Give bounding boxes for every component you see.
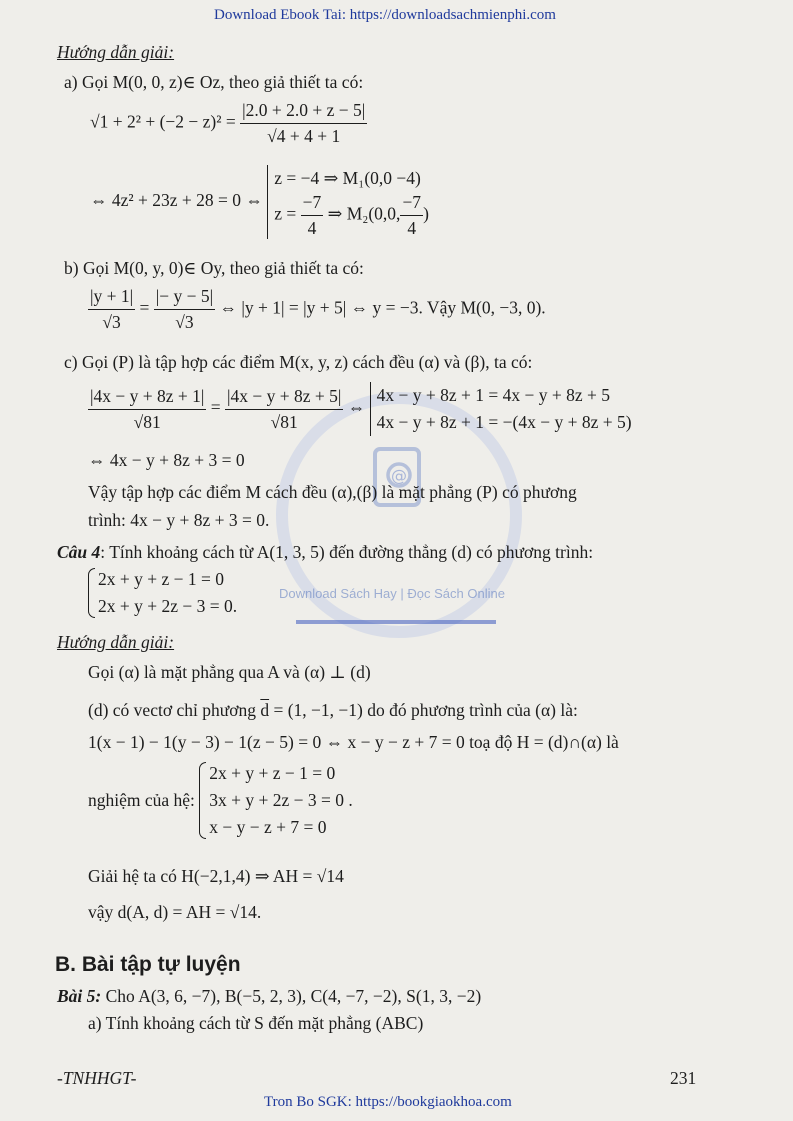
part-a-equation-2: ⇔ 4z² + 23z + 28 = 0 ⇔ z = −4 ⇒ M₁(0,0 −4) z = $\frac{-7}{4}$ ⇒ M₂(0,0, $\frac{-7}{4}$ ) (90, 165, 429, 239)
footer-link[interactable]: Tron Bo SGK: https://bookgiaokhoa.com (264, 1094, 512, 1110)
part-a-equation-1: √1 + 2² + (−2 − z)² = $\frac{|2.0 + 2.0 + z - 5|}{√4 + 4 + 1}$ (90, 100, 366, 146)
case-bracket: z = −4 ⇒ M₁(0,0 −4) z = $\frac{-7}{4}$ ⇒ M₂(0,0, $\frac{-7}{4}$ ) (267, 165, 429, 239)
guide-heading-1: Hướng dẫn giải: (57, 42, 175, 62)
page-number: 231 (670, 1068, 697, 1088)
guide-2-line-3: 1(x − 1) − 1(y − 3) − 1(z − 5) = 0 ⇔ x − y − z + 7 = 0 toạ độ H = (d)∩(α) là (88, 732, 619, 752)
question-4-system: 2x + y + z − 1 = 0 2x + y + 2z − 3 = 0. (88, 566, 237, 620)
question-4: Câu 4: Tính khoảng cách từ A(1, 3, 5) đến đường thẳng (d) có phương trình: (57, 542, 594, 562)
sqrt-expression: √1 + 2² + (−2 − z)² (90, 111, 222, 132)
exercise-5-a: a) Tính khoảng cách từ S đến mặt phẳng (ABC) (88, 1013, 424, 1033)
guide-2-line-2: (d) có vectơ chỉ phương $\overline{d} = (1$, −1, −1) do đó phương trình của (α) là: (88, 700, 578, 720)
header-download-link[interactable]: Download Ebook Tai: https://downloadsachmienphi.com (214, 7, 556, 23)
guide-2-system: nghiệm của hệ: 2x + y + z − 1 = 0 3x + y + 2z − 3 = 0 . x − y − z + 7 = 0 (88, 760, 353, 841)
guide-2-solve: Giải hệ ta có H(−2,1,4) ⇒ AH = √14 (88, 866, 344, 886)
part-c-conclusion-2: trình: 4x − y + 8z + 3 = 0. (88, 510, 270, 530)
part-c-conclusion-1: Vậy tập hợp các điểm M cách đều (α),(β) là mặt phẳng (P) có phương (88, 482, 577, 502)
watermark-text: Download Sách Hay | Đọc Sách Online (279, 586, 505, 601)
exercise-5: Bài 5: Cho A(3, 6, −7), B(−5, 2, 3), C(4, −7, −2), S(1, 3, −2) (57, 986, 482, 1006)
section-b-heading: B. Bài tập tự luyện (55, 953, 241, 976)
part-a-intro: a) Gọi M(0, 0, z)∈ Oz, theo giả thiết ta có: (64, 72, 364, 92)
guide-2-final: vậy d(A, d) = AH = √14. (88, 902, 262, 922)
part-c-intro: c) Gọi (P) là tập hợp các điểm M(x, y, z) cách đều (α) và (β), ta có: (64, 352, 533, 372)
watermark-bar (296, 620, 496, 624)
guide-heading-2: Hướng dẫn giải: (57, 632, 175, 652)
part-b-equation: $\frac{|y + 1|}{√3}$ = $\frac{|- y - 5|}{√3}$ ⇔ |y + 1| = |y + 5| ⇔ y = −3. Vậy M(0, −3, 0). (90, 286, 546, 332)
svg-text:@: @ (391, 466, 407, 485)
part-c-equation: $\frac{|4x - y + 8z + 1|}{√81}$ = $\frac{|4x - y + 8z + 5|}{√81}$ ⇔ 4x − y + 8z + 1 = 4x − y + 8z + 5 4x − y + 8z + 1 = −(4x − y + 8z + 5) (88, 382, 632, 436)
case-bracket-c: 4x − y + 8z + 1 = 4x − y + 8z + 5 4x − y + 8z + 1 = −(4x − y + 8z + 5) (370, 382, 632, 436)
guide-2-line-1: Gọi (α) là mặt phẳng qua A và (α) ⊥ (d) (88, 662, 371, 682)
footer-left: -TNHHGT- (57, 1068, 137, 1088)
part-b-intro: b) Gọi M(0, y, 0)∈ Oy, theo giả thiết ta có: (64, 258, 364, 278)
part-c-result: ⇔ 4x − y + 8z + 3 = 0 (88, 450, 245, 470)
distance-fraction: $\frac{|2.0 + 2.0 + z - 5|}{√4 + 4 + 1}$ (242, 100, 366, 146)
